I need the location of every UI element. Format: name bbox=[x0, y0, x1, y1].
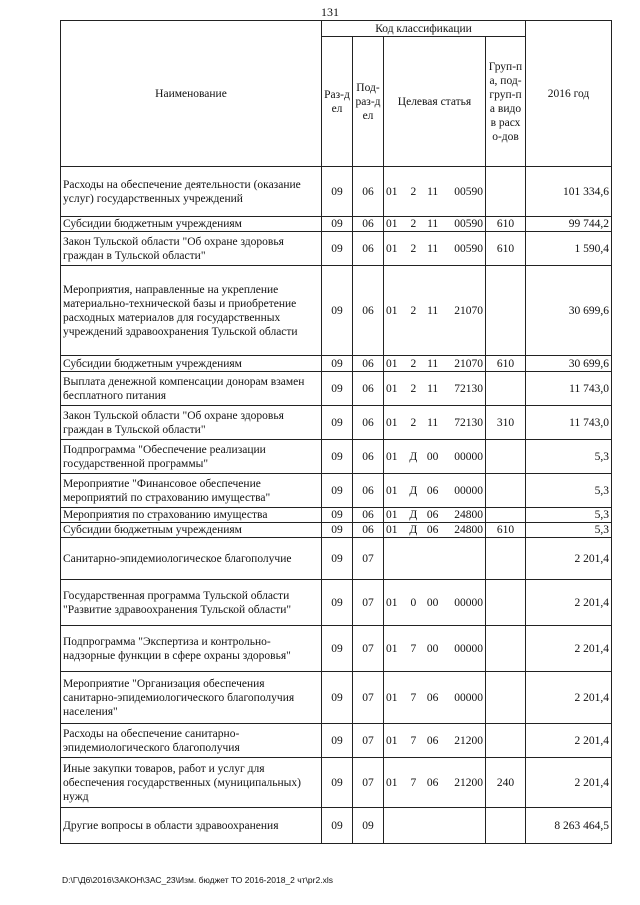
table-row bbox=[61, 508, 612, 523]
row-name: Субсидии бюджетным учреждениям bbox=[61, 523, 322, 538]
row-group bbox=[486, 474, 526, 508]
target-event: 11 bbox=[427, 185, 439, 198]
target-subprogram: Д bbox=[409, 484, 418, 497]
row-podrazdel: 07 bbox=[353, 724, 384, 758]
target-program: 01 bbox=[386, 304, 398, 317]
target-program: 01 bbox=[386, 484, 398, 497]
row-podrazdel: 06 bbox=[353, 406, 384, 440]
target-direction: 24800 bbox=[454, 509, 483, 521]
table-row bbox=[61, 808, 612, 844]
row-group: 610 bbox=[486, 232, 526, 266]
target-event: 11 bbox=[427, 242, 439, 255]
target-program: 01 bbox=[386, 185, 398, 198]
row-name: Расходы на обеспечение деятельности (оказание услуг) государственных учреждений bbox=[61, 167, 322, 217]
target-subprogram: Д bbox=[409, 509, 418, 521]
row-razdel: 09 bbox=[322, 217, 353, 232]
group-label: Груп-па, под-груп-па видов расхо-дов bbox=[488, 60, 523, 143]
row-name: Другие вопросы в области здравоохранения bbox=[61, 808, 322, 844]
row-group bbox=[486, 266, 526, 356]
col-header-razdel bbox=[322, 37, 353, 167]
row-name: Субсидии бюджетным учреждениям bbox=[61, 217, 322, 232]
target-subprogram: 7 bbox=[410, 776, 417, 789]
target-direction: 21200 bbox=[454, 734, 483, 747]
target-subprogram: 2 bbox=[410, 242, 417, 255]
row-amount: 1 590,4 bbox=[526, 232, 612, 266]
row-podrazdel: 06 bbox=[353, 232, 384, 266]
row-razdel: 09 bbox=[322, 372, 353, 406]
target-subprogram: Д bbox=[409, 524, 418, 536]
target-program: 01 bbox=[386, 416, 398, 429]
table-row bbox=[61, 372, 612, 406]
row-target bbox=[384, 406, 486, 440]
row-podrazdel: 06 bbox=[353, 266, 384, 356]
target-event: 11 bbox=[427, 304, 439, 317]
row-target bbox=[384, 440, 486, 474]
target-program: 01 bbox=[386, 691, 398, 704]
row-amount: 5,3 bbox=[526, 474, 612, 508]
row-group bbox=[486, 372, 526, 406]
row-podrazdel: 07 bbox=[353, 580, 384, 626]
row-target bbox=[384, 217, 486, 232]
target-subprogram: 2 bbox=[410, 416, 417, 429]
row-amount: 2 201,4 bbox=[526, 626, 612, 672]
table-row bbox=[61, 440, 612, 474]
target-subprogram: 2 bbox=[410, 304, 417, 317]
table-row bbox=[61, 538, 612, 580]
row-name: Мероприятия по страхованию имущества bbox=[61, 508, 322, 523]
row-razdel: 09 bbox=[322, 232, 353, 266]
target-subprogram: 0 bbox=[410, 596, 417, 609]
target-direction: 24800 bbox=[454, 524, 483, 536]
target-event: 06 bbox=[426, 776, 439, 789]
target-direction: 21070 bbox=[454, 304, 483, 317]
row-podrazdel: 06 bbox=[353, 523, 384, 538]
target-direction: 21070 bbox=[454, 357, 483, 370]
table-row bbox=[61, 167, 612, 217]
target-event: 11 bbox=[427, 357, 439, 370]
row-podrazdel: 07 bbox=[353, 758, 384, 808]
row-group bbox=[486, 808, 526, 844]
row-podrazdel: 06 bbox=[353, 474, 384, 508]
target-program: 01 bbox=[386, 382, 398, 395]
row-name: Подпрограмма "Обеспечение реализации государственной программы" bbox=[61, 440, 322, 474]
col-header-classification: Код классификации bbox=[322, 21, 526, 37]
row-podrazdel: 06 bbox=[353, 167, 384, 217]
target-event: 11 bbox=[427, 416, 439, 429]
row-podrazdel: 06 bbox=[353, 440, 384, 474]
row-group bbox=[486, 167, 526, 217]
row-target bbox=[384, 372, 486, 406]
row-name: Иные закупки товаров, работ и услуг для обеспечения государственных (муниципальных) нужд bbox=[61, 758, 322, 808]
target-direction: 21200 bbox=[454, 776, 483, 789]
row-podrazdel: 06 bbox=[353, 372, 384, 406]
row-group bbox=[486, 580, 526, 626]
row-target bbox=[384, 672, 486, 724]
table-row bbox=[61, 356, 612, 372]
row-amount: 5,3 bbox=[526, 508, 612, 523]
table-row bbox=[61, 758, 612, 808]
row-target bbox=[384, 724, 486, 758]
row-amount: 11 743,0 bbox=[526, 406, 612, 440]
row-razdel: 09 bbox=[322, 538, 353, 580]
col-header-target: Целевая статья bbox=[384, 37, 486, 167]
row-group bbox=[486, 672, 526, 724]
col-header-podrazdel bbox=[353, 37, 384, 167]
target-subprogram: 7 bbox=[410, 691, 417, 704]
row-amount: 5,3 bbox=[526, 440, 612, 474]
row-amount: 8 263 464,5 bbox=[526, 808, 612, 844]
target-program: 01 bbox=[386, 509, 398, 521]
row-name: Субсидии бюджетным учреждениям bbox=[61, 356, 322, 372]
row-razdel: 09 bbox=[322, 266, 353, 356]
target-subprogram: Д bbox=[409, 450, 418, 463]
target-event: 06 bbox=[426, 734, 439, 747]
row-razdel: 09 bbox=[322, 406, 353, 440]
target-program: 01 bbox=[386, 218, 398, 230]
row-group bbox=[486, 538, 526, 580]
row-target bbox=[384, 523, 486, 538]
target-direction: 00590 bbox=[454, 242, 483, 255]
table-row bbox=[61, 406, 612, 440]
target-subprogram: 2 bbox=[410, 382, 417, 395]
target-event: 06 bbox=[426, 691, 439, 704]
row-name: Мероприятие "Финансовое обеспечение мероприятий по страхованию имущества" bbox=[61, 474, 322, 508]
table-row bbox=[61, 724, 612, 758]
table-row bbox=[61, 217, 612, 232]
budget-table bbox=[60, 20, 612, 844]
row-amount: 30 699,6 bbox=[526, 356, 612, 372]
table-row bbox=[61, 266, 612, 356]
row-target bbox=[384, 758, 486, 808]
target-subprogram: 2 bbox=[410, 185, 417, 198]
target-program: 01 bbox=[386, 524, 398, 536]
page-number: 131 bbox=[321, 5, 339, 19]
row-razdel: 09 bbox=[322, 440, 353, 474]
row-target bbox=[384, 508, 486, 523]
row-podrazdel: 06 bbox=[353, 356, 384, 372]
file-path-footer: D:\Г\Д6\2016\ЗАКОН\ЗАС_23\Изм. бюджет ТО 2016-2018_2 чт\pr2.xls bbox=[62, 875, 333, 885]
row-amount: 11 743,0 bbox=[526, 372, 612, 406]
row-amount: 101 334,6 bbox=[526, 167, 612, 217]
row-amount: 2 201,4 bbox=[526, 538, 612, 580]
row-group: 610 bbox=[486, 356, 526, 372]
row-target bbox=[384, 356, 486, 372]
row-amount: 2 201,4 bbox=[526, 758, 612, 808]
target-event: 11 bbox=[427, 382, 439, 395]
row-group bbox=[486, 508, 526, 523]
row-name: Закон Тульской области "Об охране здоровья граждан в Тульской области" bbox=[61, 232, 322, 266]
row-razdel: 09 bbox=[322, 523, 353, 538]
target-event: 06 bbox=[426, 484, 439, 497]
row-razdel: 09 bbox=[322, 672, 353, 724]
podrazdel-label: Под-раз-дел bbox=[355, 81, 381, 122]
target-direction: 00000 bbox=[454, 642, 483, 655]
row-amount: 2 201,4 bbox=[526, 672, 612, 724]
target-program: 01 bbox=[386, 642, 398, 655]
target-direction: 00000 bbox=[454, 596, 483, 609]
target-direction: 72130 bbox=[454, 382, 483, 395]
target-direction: 00590 bbox=[454, 185, 483, 198]
row-podrazdel: 06 bbox=[353, 508, 384, 523]
target-program: 01 bbox=[386, 596, 398, 609]
table-row bbox=[61, 672, 612, 724]
row-group bbox=[486, 440, 526, 474]
target-program: 01 bbox=[386, 776, 398, 789]
row-razdel: 09 bbox=[322, 167, 353, 217]
row-name: Подпрограмма "Экспертиза и контрольно-надзорные функции в сфере охраны здоровья" bbox=[61, 626, 322, 672]
row-target bbox=[384, 232, 486, 266]
target-event: 00 bbox=[426, 596, 439, 609]
row-group: 610 bbox=[486, 523, 526, 538]
target-subprogram: 2 bbox=[410, 357, 417, 370]
row-name: Расходы на обеспечение санитарно-эпидемиологического благополучия bbox=[61, 724, 322, 758]
row-amount: 5,3 bbox=[526, 523, 612, 538]
table-row bbox=[61, 626, 612, 672]
target-direction: 00000 bbox=[454, 691, 483, 704]
table-row bbox=[61, 523, 612, 538]
col-header-year: 2016 год bbox=[526, 21, 612, 167]
table-row bbox=[61, 474, 612, 508]
row-amount: 99 744,2 bbox=[526, 217, 612, 232]
target-program: 01 bbox=[386, 357, 398, 370]
row-podrazdel: 07 bbox=[353, 672, 384, 724]
target-direction: 00000 bbox=[454, 484, 483, 497]
row-target bbox=[384, 538, 486, 580]
row-amount: 2 201,4 bbox=[526, 724, 612, 758]
row-name: Государственная программа Тульской области "Развитие здравоохранения Тульской области" bbox=[61, 580, 322, 626]
target-direction: 72130 bbox=[454, 416, 483, 429]
row-name: Закон Тульской области "Об охране здоровья граждан в Тульской области" bbox=[61, 406, 322, 440]
row-name: Мероприятие "Организация обеспечения санитарно-эпидемиологического благополучия населения" bbox=[61, 672, 322, 724]
row-razdel: 09 bbox=[322, 508, 353, 523]
row-target bbox=[384, 266, 486, 356]
table-row bbox=[61, 232, 612, 266]
row-target bbox=[384, 808, 486, 844]
row-razdel: 09 bbox=[322, 724, 353, 758]
row-razdel: 09 bbox=[322, 580, 353, 626]
row-target bbox=[384, 626, 486, 672]
row-name: Мероприятия, направленные на укрепление материально-технической базы и приобретение расходных материалов для государственных учреждений здравоохранения Тульской области bbox=[61, 266, 322, 356]
row-amount: 30 699,6 bbox=[526, 266, 612, 356]
target-subprogram: 7 bbox=[410, 642, 417, 655]
target-program: 01 bbox=[386, 450, 398, 463]
row-target bbox=[384, 474, 486, 508]
target-direction: 00590 bbox=[454, 218, 483, 230]
col-header-group bbox=[486, 37, 526, 167]
row-name: Санитарно-эпидемиологическое благополучие bbox=[61, 538, 322, 580]
row-razdel: 09 bbox=[322, 808, 353, 844]
row-group bbox=[486, 626, 526, 672]
row-razdel: 09 bbox=[322, 356, 353, 372]
row-podrazdel: 07 bbox=[353, 538, 384, 580]
row-amount: 2 201,4 bbox=[526, 580, 612, 626]
col-header-name: Наименование bbox=[61, 21, 322, 167]
row-podrazdel: 06 bbox=[353, 217, 384, 232]
row-group bbox=[486, 724, 526, 758]
row-podrazdel: 07 bbox=[353, 626, 384, 672]
row-razdel: 09 bbox=[322, 626, 353, 672]
target-subprogram: 2 bbox=[410, 218, 417, 230]
row-podrazdel: 09 bbox=[353, 808, 384, 844]
target-program: 01 bbox=[386, 242, 398, 255]
row-razdel: 09 bbox=[322, 474, 353, 508]
row-group: 610 bbox=[486, 217, 526, 232]
row-group: 310 bbox=[486, 406, 526, 440]
row-razdel: 09 bbox=[322, 758, 353, 808]
row-group: 240 bbox=[486, 758, 526, 808]
target-subprogram: 7 bbox=[410, 734, 417, 747]
target-event: 00 bbox=[426, 450, 439, 463]
target-event: 11 bbox=[427, 218, 439, 230]
target-event: 06 bbox=[426, 509, 439, 521]
target-event: 00 bbox=[426, 642, 439, 655]
row-target bbox=[384, 580, 486, 626]
row-name: Выплата денежной компенсации донорам взамен бесплатного питания bbox=[61, 372, 322, 406]
table-row bbox=[61, 580, 612, 626]
target-program: 01 bbox=[386, 734, 398, 747]
target-event: 06 bbox=[426, 524, 439, 536]
razdel-label: Раз-дел bbox=[324, 88, 350, 115]
target-direction: 00000 bbox=[454, 450, 483, 463]
row-target bbox=[384, 167, 486, 217]
